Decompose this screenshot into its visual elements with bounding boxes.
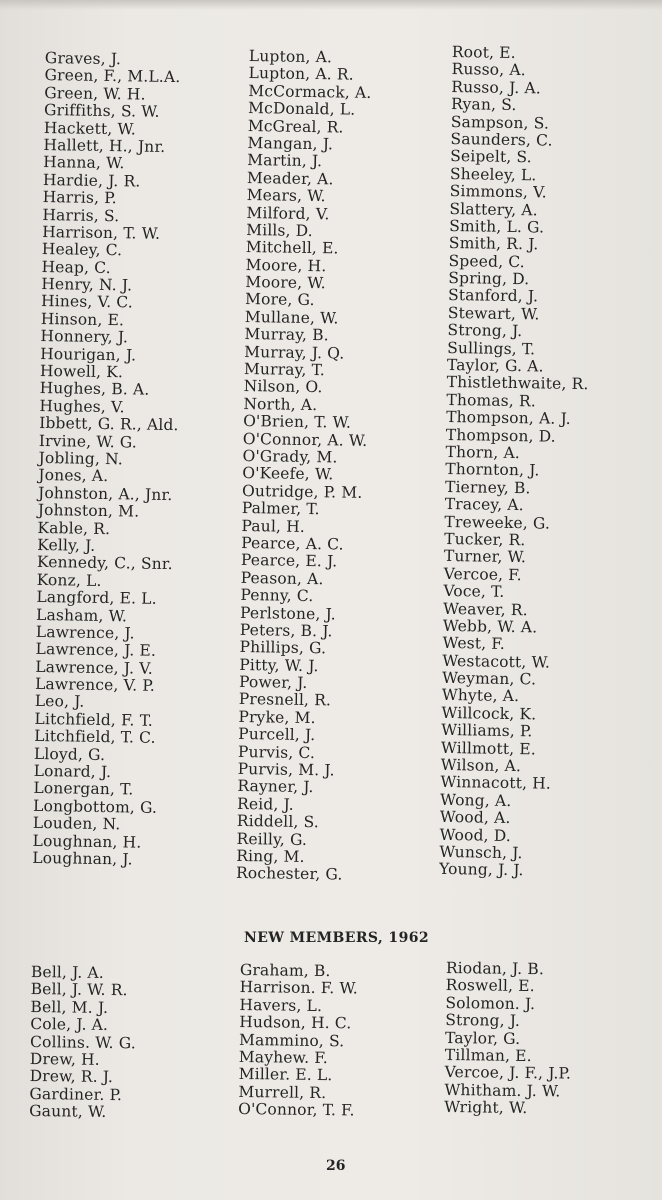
member-name: Cole, J. A. [30, 1015, 109, 1035]
member-name: Palmer, T. [241, 499, 320, 519]
member-name: Slattery, A. [449, 199, 538, 219]
member-name: Wunsch, J. [439, 842, 523, 863]
member-name: Louden, N. [32, 814, 121, 834]
member-name: Miller. E. L. [238, 1065, 333, 1085]
member-name: Turner, W. [443, 547, 527, 567]
member-name: Hanna, W. [43, 153, 125, 173]
member-name: Weyman, C. [441, 668, 537, 689]
member-list-column-2 [236, 48, 374, 885]
member-name: Mammino, S. [238, 1030, 345, 1050]
member-name: Whyte, A. [441, 686, 520, 706]
member-name: Lupton, A. [248, 47, 333, 67]
member-name: Kennedy, C., Snr. [36, 553, 173, 574]
member-name: Voce, T. [443, 582, 505, 601]
member-name: Hallett, H., Jnr. [43, 135, 166, 156]
member-name: Pitty, W. J. [239, 655, 319, 675]
member-name: Pearce, A. C. [241, 533, 344, 554]
member-name: Lasham, W. [35, 605, 128, 625]
member-name: Thistlethwaite, R. [446, 373, 589, 394]
member-name: Litchfield, T. C. [34, 727, 156, 748]
member-list-column-3 [439, 44, 594, 881]
member-name: Graham, B. [239, 961, 331, 981]
member-name: Vercoe, J. F., J.P. [444, 1063, 572, 1083]
member-name: Gaunt, W. [29, 1102, 107, 1122]
member-name: Root, E. [451, 43, 516, 63]
member-name: Purvis, C. [237, 742, 316, 762]
member-name: Jones, A. [38, 466, 109, 486]
page-number: 26 [326, 1158, 346, 1174]
member-name: Weaver, R. [442, 599, 528, 619]
member-name: Westacott, W. [442, 651, 551, 672]
member-name: Winnacott, H. [440, 773, 552, 794]
member-name: Leo, J. [34, 692, 85, 712]
member-name: Hinson, E. [40, 309, 125, 330]
member-name: Sheeley, L. [449, 164, 537, 185]
member-name: Lloyd, G. [33, 744, 106, 764]
member-name: Taylor, G. [444, 1028, 521, 1048]
member-name: Young, J. J. [438, 860, 524, 880]
member-name: Green, F., M.L.A. [44, 66, 181, 87]
member-name: Presnell, R. [238, 690, 332, 710]
member-name: Outridge, P. M. [241, 481, 363, 502]
member-name: Lawrence, J. V. [35, 657, 154, 678]
member-name: Wood, A. [439, 808, 511, 828]
member-name: Bell, J. A. [30, 963, 104, 982]
member-name: Johnston, A., Jnr. [37, 483, 173, 504]
page-top-edge-shadow [0, 0, 662, 10]
member-name: McCormack, A. [248, 81, 372, 102]
member-name: Smith, L. G. [449, 216, 545, 237]
member-name: Henry, N. J. [41, 275, 133, 295]
member-name: Howell, K. [39, 361, 124, 382]
member-name: Wright, W. [444, 1098, 528, 1118]
member-name: Taylor, G. A. [446, 355, 544, 376]
member-name: Mears, W. [246, 186, 326, 206]
member-name: Peason, A. [240, 568, 324, 588]
member-name: Power, J. [238, 672, 308, 693]
member-name: Konz, L. [36, 570, 102, 590]
member-name: Lonergan, T. [33, 779, 134, 799]
member-name: Irvine, W. G. [38, 431, 138, 452]
member-name: Lonard, J. [33, 761, 112, 782]
member-name: Wilson, A. [440, 755, 522, 776]
member-name: Lawrence, J. E. [35, 640, 157, 661]
member-name: Solomon. J. [445, 993, 536, 1013]
member-name: Whitham. J. W. [444, 1080, 561, 1101]
member-name: Speed, C. [448, 251, 525, 271]
member-name: Sullings, T. [447, 338, 536, 358]
member-name: Murray, T. [243, 359, 326, 380]
member-name: Drew, R. J. [29, 1067, 114, 1087]
member-name: Phillips, G. [239, 638, 327, 658]
member-name: Pryke, M. [238, 707, 316, 727]
member-name: Johnston, M. [37, 501, 140, 521]
member-name: Murrell, R. [238, 1082, 327, 1102]
member-name: Collins. W. G. [29, 1032, 136, 1052]
member-name: Simmons, V. [449, 182, 547, 202]
member-name: Jobling, N. [38, 448, 124, 469]
member-name: Russo, J. A. [451, 77, 542, 98]
member-name: Lawrence, V. P. [34, 674, 156, 695]
member-name: Strong, J. [447, 321, 523, 341]
member-name: Ibbett, G. R., Ald. [38, 414, 179, 435]
member-name: Bell, M. J. [30, 997, 109, 1017]
member-name: Langford, E. L. [36, 588, 157, 608]
member-name: Healey, C. [41, 240, 123, 260]
member-name: Lawrence, J. [35, 622, 135, 643]
member-name: Hardie, J. R. [42, 170, 141, 191]
member-name: Hackett, W. [43, 118, 137, 138]
member-name: Kable, R. [37, 518, 111, 538]
member-name: Tillman, E. [444, 1045, 532, 1066]
member-name: Hughes, V. [39, 396, 125, 417]
member-name: Thompson, D. [445, 425, 556, 446]
member-name: Mitchell, E. [245, 238, 339, 258]
member-name: Thomas, R. [446, 390, 537, 411]
member-name: Tracey, A. [444, 495, 524, 515]
member-name: Roswell, E. [445, 976, 535, 996]
member-name: West, F. [442, 634, 506, 654]
member-name: Seipelt, S. [450, 147, 532, 167]
member-name: Heap, C. [41, 257, 111, 277]
member-name: Murray, B. [244, 325, 329, 345]
member-name: Reid, J. [236, 794, 294, 814]
member-name: Mills, D. [246, 220, 313, 240]
member-name: Mullane, W. [244, 307, 339, 328]
new-members-column-1 [29, 964, 137, 1122]
member-name: Litchfield, F. T. [34, 709, 154, 730]
member-name: Havers, L. [239, 995, 323, 1015]
member-name: Pearce, E. J. [240, 551, 338, 571]
member-name: Meader, A. [246, 168, 334, 189]
member-name: Williams, P. [441, 721, 533, 741]
member-name: Webb, W. A. [442, 616, 538, 637]
member-name: Longbottom, G. [32, 796, 158, 817]
member-name: Moore, W. [245, 273, 326, 293]
member-name: O'Connor, T. F. [238, 1100, 355, 1120]
member-name: Willmott, E. [440, 738, 536, 759]
member-name: Wong, A. [439, 790, 512, 810]
member-name: Smith, R. J. [448, 234, 539, 254]
member-name: Hudson, H. C. [239, 1013, 352, 1033]
member-name: Riodan, J. B. [445, 959, 545, 979]
member-name: Hughes, B. A. [39, 379, 150, 400]
member-name: Milford, V. [246, 203, 330, 223]
member-name: Willcock, K. [441, 703, 537, 724]
member-name: Loughnan, H. [32, 831, 142, 852]
member-name: O'Brien, T. W. [242, 412, 352, 432]
member-name: Wood, D. [439, 825, 512, 845]
member-name: Harrison. F. W. [239, 978, 359, 998]
member-name: Perlstone, J. [239, 603, 336, 623]
new-members-heading: NEW MEMBERS, 1962 [244, 930, 429, 946]
member-name: Murray, J. Q. [244, 342, 345, 363]
member-name: Mangan, J. [247, 133, 334, 154]
member-name: Purvis, M. J. [237, 759, 335, 780]
member-name: Purcell, J. [238, 725, 316, 745]
member-name: More, G. [244, 290, 315, 310]
member-name: Stewart, W. [447, 303, 540, 324]
member-name: Loughnan, J. [32, 848, 133, 869]
member-name: O'Grady, M. [242, 446, 338, 467]
member-name: North, A. [243, 394, 318, 414]
member-name: Rochester, G. [235, 864, 343, 884]
member-name: Vercoe, F. [443, 564, 522, 584]
member-name: Mayhew. F. [238, 1047, 329, 1068]
member-name: Reilly, G. [236, 829, 308, 849]
member-name: Gardiner. P. [29, 1084, 123, 1104]
member-name: Drew, H. [29, 1049, 100, 1069]
member-name: Graves, J. [44, 49, 122, 69]
member-name: Peters, B. J. [239, 620, 333, 641]
member-name: Riddell, S. [236, 812, 320, 832]
member-name: Thornton, J. [445, 460, 540, 480]
member-name: Russo, A. [451, 60, 526, 80]
member-name: McDonald, L. [247, 99, 356, 119]
member-name: Spring, D. [448, 269, 530, 289]
member-name: O'Connor, A. W. [242, 429, 368, 450]
member-name: Nilson, O. [243, 377, 323, 397]
member-name: Martin, J. [247, 151, 323, 171]
member-name: Tierney, B. [444, 477, 531, 498]
member-name: Bell, J. W. R. [30, 980, 128, 1000]
member-name: Hourigan, J. [40, 344, 137, 365]
member-name: Harris, P. [42, 188, 117, 208]
member-name: Tucker, R. [444, 529, 526, 550]
member-name: Harris, S. [42, 205, 120, 225]
member-name: Thompson, A. J. [445, 408, 571, 429]
member-name: Hines, V. C. [40, 292, 133, 312]
member-name: Ryan, S. [450, 95, 517, 115]
member-name: McGreal, R. [247, 116, 344, 137]
member-name: Saunders, C. [450, 129, 553, 150]
member-list-column-1 [32, 50, 184, 869]
member-name: Paul, H. [241, 516, 306, 536]
member-name: Kelly, J. [37, 535, 96, 555]
member-name: Strong, J. [445, 1011, 521, 1031]
member-name: Harrison, T. W. [42, 222, 161, 243]
member-name: Sampson, S. [450, 112, 550, 133]
member-name: Ring, M. [236, 846, 305, 866]
new-members-column-3 [444, 960, 572, 1118]
member-name: Moore, H. [245, 255, 327, 275]
member-name: Rayner, J. [237, 777, 314, 797]
member-name: O'Keefe, W. [242, 464, 334, 484]
member-name: Lupton, A. R. [248, 64, 354, 85]
member-name: Honnery, J. [40, 327, 129, 347]
member-name: Stanford, J. [447, 286, 539, 306]
member-name: Penny, C. [240, 586, 314, 606]
member-name: Thorn, A. [445, 442, 521, 463]
member-name: Green, W. H. [44, 83, 146, 104]
member-name: Treweeke, G. [444, 512, 551, 533]
member-name: Griffiths, S. W. [43, 101, 160, 121]
new-members-column-2 [238, 962, 358, 1120]
